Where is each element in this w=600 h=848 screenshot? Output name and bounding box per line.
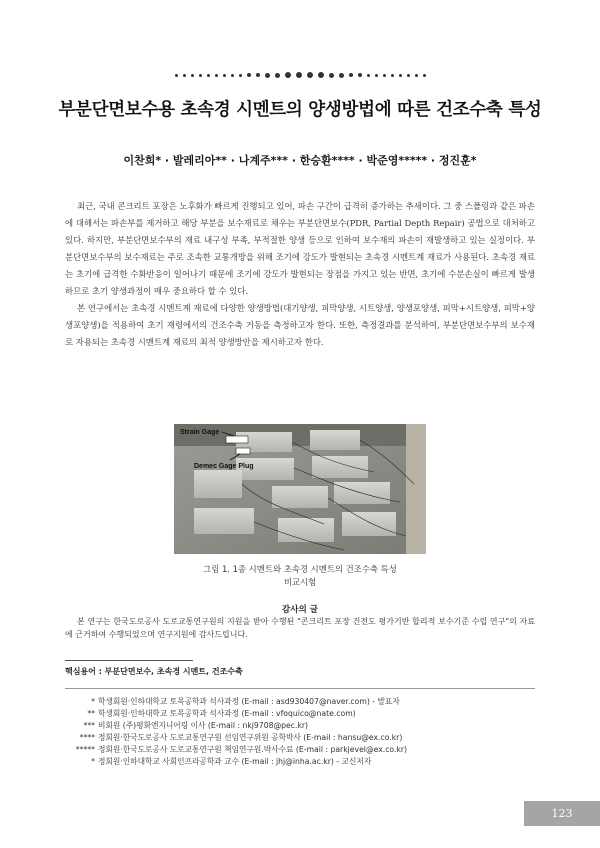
decoration-dot: [329, 73, 334, 78]
figure-caption-line-1: 그림 1. 1종 시멘트와 초속경 시멘트의 건조수축 특성: [203, 564, 397, 574]
decoration-dot: [256, 73, 260, 77]
decoration-dot: [415, 74, 418, 77]
affiliation-text: 학생회원·인하대학교 토목공학과 석사과정 (E-mail : vfoquico@nate.com): [98, 709, 356, 718]
decoration-dot: [383, 74, 386, 77]
acknowledgement-text: 본 연구는 한국도로공사 도로교통연구원의 지원을 받아 수행된 "콘크리트 포장 건전도 평가기반 합리적 보수기준 수립 연구"의 자료에 근거하여 수행되었으며 연구지원에 감사드립니다.: [65, 617, 535, 639]
decoration-dot: [183, 74, 186, 77]
decoration-dot: [175, 74, 178, 77]
affiliation-row: [65, 720, 545, 732]
abstract-paragraph-2: 본 연구에서는 초속경 시멘트계 재료에 다양한 양생방법(대기양생, 피막양생, 시트양생, 양생포양생, 피막+시트양생, 피막+양생포양생)을 적용하여 초기 재령에서의 건조수축 거동을 측정하고자 한다. 또한, 측정결과를 분석하여, 부분단면보수부의 보수재로 자용되는 초속경 시멘트계 재료의 최적 양생방안을 제시하고자 한다.: [65, 303, 535, 347]
decoration-dot: [296, 72, 302, 78]
paper-title: 부분단면보수용 초속경 시멘트의 양생방법에 따른 건조수축 특성: [58, 100, 542, 120]
decoration-dot: [399, 74, 402, 77]
affiliation-text: 정회원·한국도로공사 도로교통연구원 선임연구위원 공학박사 (E-mail : hansu@ex.co.kr): [98, 733, 403, 742]
decoration-dot: [275, 73, 280, 78]
strain-gage-label: Strain Gage: [180, 429, 220, 436]
affiliation-mark: *: [91, 697, 95, 706]
abstract-paragraph-1: 최근, 국내 콘크리트 포장은 노후화가 빠르게 진행되고 있어, 파손 구간이 급격히 증가하는 추세이다. 그 중 스폴링과 같은 파손에 대해서는 파손부를 제거하고 해당 부분을 보수재료로 채우는 부분단면보수(PDR, Partial Depth Repair) 공법으로 대처하고 있다. 하지만, 부분단면보수부의 재료 내구성 부족, 부적절한 양생 등으로 인하여 보수재의 파손이 재발생하고 있는 실정이다. 부분단면보수부의 보수재료는 주로 조속한 교통개방을 위해 조기에 강도가 발현되는 초속경 시멘트계 재료가 사용된다. 초속경 재료는 초기에 급격한 수화반응이 일어나기 때문에 조기에 강도가 발현되는 장점을 가지고 있는 반면, 초기에 수분손실이 빠르게 발생하므로 초기 양생과정이 매우 중요하다 할 수 있다.: [65, 201, 535, 296]
affiliation-mark: *: [91, 757, 95, 766]
decoration-dot: [191, 74, 194, 77]
author-list: 이찬희* · 발레리아** · 나계주*** · 한승환**** · 박준영***** · 정진훈*: [123, 154, 477, 167]
decoration-dot: [339, 73, 344, 78]
affiliation-mark: ***: [83, 721, 95, 730]
decoration-dot: [349, 73, 353, 77]
footnote-divider: [65, 688, 535, 689]
title-decoration-dots: [0, 72, 600, 78]
figure-photo: [174, 424, 426, 554]
affiliation-mark: **: [87, 709, 95, 718]
affiliation-text: 비회원 (주)평화엔지니어링 이사 (E-mail : nkj9708@pec.kr): [98, 721, 309, 730]
affiliation-row: [65, 732, 545, 744]
decoration-dot: [423, 74, 426, 77]
affiliation-row: [65, 696, 545, 708]
affiliation-row: [65, 708, 545, 720]
page-number: 123: [524, 801, 600, 826]
decoration-dot: [407, 74, 410, 77]
decoration-dot: [239, 74, 242, 77]
acknowledgement-title: 감사의 글: [281, 605, 319, 615]
decoration-dot: [285, 72, 291, 78]
affiliation-list: [65, 696, 545, 768]
decoration-dot: [223, 74, 226, 77]
affiliation-row: [65, 756, 545, 768]
affiliation-mark: ****: [79, 733, 95, 742]
keywords-divider: [65, 660, 193, 661]
figure-caption: [174, 563, 426, 589]
affiliation-mark: *****: [75, 745, 95, 754]
demec-gage-label: Demec Gage Plug: [194, 463, 254, 470]
decoration-dot: [367, 74, 370, 77]
decoration-dot: [375, 74, 378, 77]
affiliation-text: 학생회원·인하대학교 토목공학과 석사과정 (E-mail : asd930407@naver.com) - 발표자: [98, 697, 400, 706]
affiliation-text: 정회원·인하대학교 사회인프라공학과 교수 (E-mail : jhj@inha.ac.kr) - 교신저자: [98, 757, 372, 766]
keywords: 핵심용어 : 부분단면보수, 초속경 시멘트, 건조수축: [65, 667, 243, 676]
abstract-body: [65, 198, 535, 351]
decoration-dot: [307, 72, 313, 78]
affiliation-text: 정회원·한국도로공사 도로교통연구원 책임연구원.박사수료 (E-mail : parkjevel@ex.co.kr): [98, 745, 408, 754]
figure-caption-line-2: 비교시험: [283, 577, 317, 587]
decoration-dot: [215, 74, 218, 77]
decoration-dot: [207, 74, 210, 77]
decoration-dot: [318, 72, 324, 78]
decoration-dot: [199, 74, 202, 77]
decoration-dot: [391, 74, 394, 77]
acknowledgement-body: [65, 615, 535, 641]
decoration-dot: [358, 73, 362, 77]
decoration-dot: [265, 73, 270, 78]
decoration-dot: [247, 73, 251, 77]
affiliation-row: [65, 744, 545, 756]
decoration-dot: [231, 74, 234, 77]
